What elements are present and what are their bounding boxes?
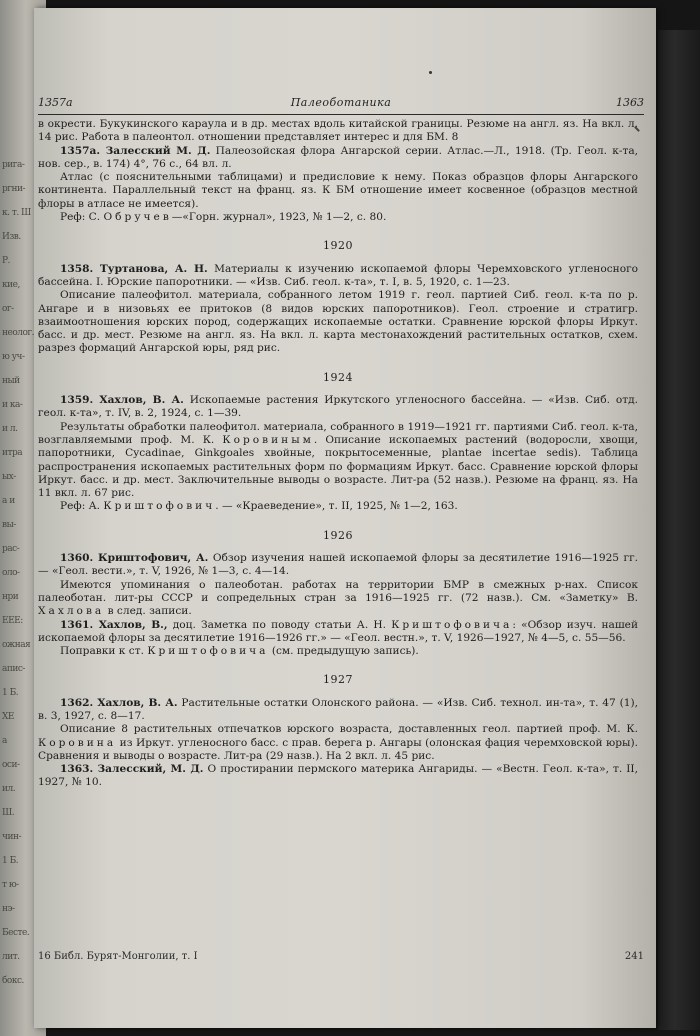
- entry-annotation: Поправки к ст. Криштофовича (см. предыдущую запись).: [60, 645, 419, 658]
- page-number: 241: [624, 951, 644, 962]
- year-heading: 1927: [323, 673, 353, 687]
- entry-heading: 1358. Туртанова, А. Н.: [60, 262, 208, 275]
- previous-page-fragment: оси-: [2, 760, 20, 770]
- previous-page-fragment: ог-: [2, 304, 14, 314]
- entry-heading: 1362. Хахлов, В. А.: [60, 696, 178, 709]
- previous-page-fragment: рас-: [2, 544, 20, 554]
- previous-page-fragment: а: [2, 736, 7, 746]
- previous-page-fragment: ный: [2, 376, 20, 386]
- continued-entry: в окрести. Букукинского караула и в др. местах вдоль китайской границы. Резюме на англ. яз. На вкл. л. 14 рис. Работа в палеонтол. отношении представляет интерес и для БМ. 8: [38, 118, 638, 144]
- year-heading: 1924: [323, 370, 353, 384]
- header-left-number: 1357а: [38, 96, 73, 109]
- entry-heading: 1359. Хахлов, В. А.: [60, 394, 184, 407]
- previous-page-fragment: Р.: [2, 256, 10, 266]
- entry-heading: 1361. Хахлов, В.,: [60, 618, 168, 631]
- previous-page-fragment: и ка-: [2, 400, 23, 410]
- previous-page-fragment: лит.: [2, 952, 20, 962]
- previous-page-fragment: кие,: [2, 280, 20, 290]
- entry-annotation: Описание 8 растительных отпечатков юрского возраста, доставленных геол. партией проф. М. К. Коровина из Иркут. угленосного басс. с прав. берега р. Ангары (олонская фация черемховской юры). Сравнения и выводы о возрасте. Лит-ра (29 назв.). На 2 вкл. л. 45 рис.: [38, 723, 638, 762]
- entry-1357a: [38, 145, 638, 172]
- previous-page-fragment: вы-: [2, 520, 16, 530]
- previous-page-fragment: ргни-: [2, 184, 26, 194]
- previous-page-fragment: ЕЕЕ:: [2, 616, 23, 626]
- previous-page-fragment: Ш.: [2, 808, 15, 818]
- year-heading: 1920: [323, 239, 353, 253]
- previous-page-fragment: нэ-: [2, 904, 15, 914]
- previous-page-fragment: нри: [2, 592, 19, 602]
- previous-page-fragment: 1 Б.: [2, 856, 19, 866]
- previous-page-fragment: ХЕ: [2, 712, 14, 722]
- previous-page-fragment: рига-: [2, 160, 25, 170]
- entry-1361: 1361. Хахлов, В., доц. Заметка по поводу статьи А. Н. Криштофовича: «Обзор изуч. нашей ископаемой флоры за десятилетие 1916—1926 гг.» — «Геол. вестн.», т. V, 1926—1927, № 4—5, с. 55—56.: [38, 618, 639, 644]
- entry-heading: 1357а. Залесский М. Д.: [60, 144, 211, 157]
- previous-page-fragment: т ю-: [2, 880, 19, 890]
- header-title: Палеоботаника: [290, 96, 392, 109]
- entry-annotation: Имеются упоминания о палеоботан. работах на территории БМР в смежных р-нах. Список палеоботан. лит-ры СССР и сопредельных стран за 1916—1925 гг. (72 назв.). См. «Заметку» В. Хахлова в след. записи.: [38, 578, 638, 618]
- book-spine: [658, 30, 700, 1030]
- entry-annotation: Описание палеофитол. материала, собранного летом 1919 г. геол. партией Сиб. геол. к-та по р. Ангаре и в низовьях ее притоков (8 видов юрских папоротников). Геол. строение и стратигр. взаимоотношения юрских пород, содержащих ископаемые остатки. Сравнение юрской флоры Иркут. басс. и др. мест. Резюме на англ. яз. На вкл. л. карта местонахождений растительных остатков, схем. разрез формаций Ангарской юры, ряд рис.: [38, 289, 638, 355]
- header-rule: [38, 114, 644, 115]
- entry-1360: 1360. Криштофович, А. Обзор изучения нашей ископаемой флоры за десятилетие 1916—1925 гг. — «Геол. вести.», т. V, 1926, № 1—3, с. 4—14.: [38, 552, 639, 578]
- running-header: [38, 94, 644, 112]
- entry-heading: 1363. Залесский, М. Д.: [60, 763, 204, 776]
- previous-page-fragment: бокс.: [2, 976, 24, 986]
- entry-1362: 1362. Хахлов, В. А. Растительные остатки Олонского района. — «Изв. Сиб. технол. ин-та», т. 47 (1), в. 3, 1927, с. 8—17.: [38, 696, 638, 722]
- header-right-number: 1363: [616, 96, 644, 109]
- year-heading: 1926: [323, 528, 353, 542]
- previous-page-fragment: 1 Б.: [2, 688, 19, 698]
- previous-page-fragment: Изв.: [2, 232, 21, 242]
- entry-annotation: Результаты обработки палеофитол. материала, собранного в 1919—1921 гг. партиями Сиб. геол. к-та, возглавляемыми проф. М. К. Коровиным. Описание ископаемых растений (водоросли, хвощи, папоротники, Cycadinae, Ginkgoales хвойные, покрытосеменные, plantae incertae sedis). Таблица распространения ископаемых растительных форм по формациям Иркут. басс. Сравнение юрской флоры Иркут. басс. и др. мест. Заключительные выводы о возрасте. Лит-ра (52 назв.). Резюме на франц. яз. На 11 вкл. л. 67 рис.: [38, 420, 639, 500]
- previous-page-fragment: а и: [2, 496, 15, 506]
- entry-1358: 1358. Туртанова, А. Н. Материалы к изучению ископаемой флоры Черемховского угленосного бассейна. I. Юрские папоротники. — «Изв. Сиб. геол. к-та», т. I, в. 5, 1920, с. 1—23.: [38, 262, 639, 288]
- previous-page-fragment: и л.: [2, 424, 18, 434]
- page-speck: [429, 71, 432, 74]
- entry-review: Реф: А. Криштофович. — «Краеведение», т. II, 1925, № 1—2, 163.: [60, 500, 458, 513]
- previous-page-fragment: итра: [2, 448, 23, 458]
- previous-page-fragment: к. т. Ш: [2, 208, 31, 218]
- entry-annotation: Атлас (с пояснительными таблицами) и предисловие к нему. Показ образцов флоры Ангарского континента. Параллельный текст на франц. яз. К БМ отношение имеет косвенное (образцов местной флоры в атласе не имеется).: [38, 171, 638, 210]
- page-body: [38, 118, 638, 790]
- previous-page-fragment: ых-: [2, 472, 16, 482]
- previous-page-fragment: ожная: [2, 640, 31, 650]
- footer-signature: 16 Библ. Бурят-Монголии, т. I: [38, 951, 198, 962]
- previous-page-fragment: ил.: [2, 784, 16, 794]
- entry-citation: Палеозойская флора Ангарской серии. Атлас.—Л., 1918. (Тр. Геол. к-та, нов. сер., в. 174) 4°, 76 с., 64 вл. л.: [38, 144, 639, 170]
- previous-page-fragment: ю уч-: [2, 352, 25, 362]
- book-page: [34, 8, 656, 1028]
- entry-heading: 1360. Криштофович, А.: [60, 552, 209, 565]
- entry-review: Реф: С. Обручев—«Горн. журнал», 1923, № 1—2, с. 80.: [60, 211, 387, 224]
- previous-page-fragment: чин-: [2, 832, 21, 842]
- previous-page-fragment: апис-: [2, 664, 25, 674]
- previous-page-fragment: Бесте.: [2, 928, 30, 938]
- previous-page-fragment: неолог.: [2, 328, 34, 338]
- entry-1359: 1359. Хахлов, В. А. Ископаемые растения Иркутского угленосного бассейна. — «Изв. Сиб. отд. геол. к-та», т. IV, в. 2, 1924, с. 1—39.: [38, 394, 638, 420]
- previous-page-fragment: оло-: [2, 568, 20, 578]
- entry-1363: 1363. Залесский, М. Д. О простирании пермского материка Ангариды. — «Вестн. Геол. к-та», т. II, 1927, № 10.: [38, 763, 638, 789]
